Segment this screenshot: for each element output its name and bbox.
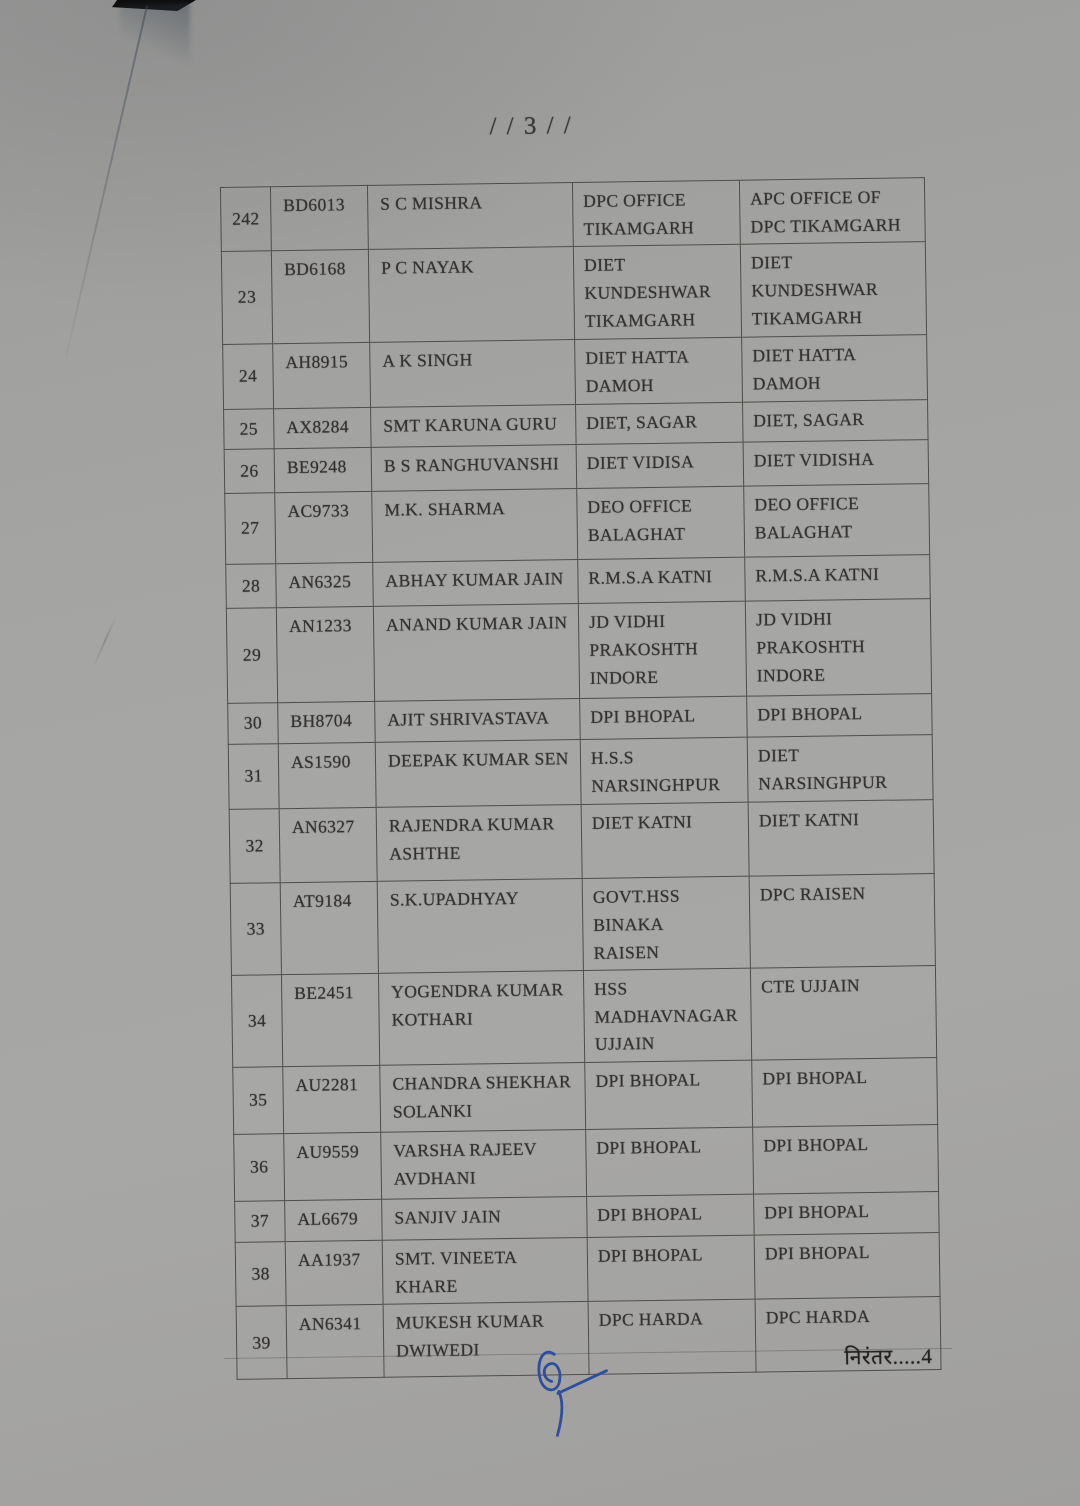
- table-row: [225, 484, 930, 565]
- employee-code-cell: BE2451: [281, 974, 379, 1067]
- table-row: [223, 335, 928, 410]
- posted-office-cell: DIET KUNDESHWAR TIKAMGARH: [740, 242, 926, 338]
- current-office-cell: HSS MADHAVNAGAR UJJAIN: [583, 968, 751, 1062]
- current-office-cell: DEO OFFICE BALAGHAT: [577, 486, 745, 559]
- employee-name-cell: RAJENDRA KUMAR ASHTHE: [376, 805, 582, 882]
- employee-name-cell: P C NAYAK: [368, 247, 574, 343]
- employee-name-cell: ABHAY KUMAR JAIN: [373, 560, 579, 607]
- current-office-cell: DPI BHOPAL: [580, 696, 748, 739]
- employee-code-cell: AC9733: [275, 492, 373, 564]
- employee-code-cell: AN6341: [286, 1305, 384, 1379]
- serial-number-cell: 33: [230, 883, 281, 976]
- employee-code-cell: BH8704: [278, 702, 376, 744]
- employee-code-cell: AT9184: [280, 882, 378, 975]
- posted-office-cell: JD VIDHI PRAKOSHTH INDORE: [745, 599, 931, 697]
- employee-name-cell: SMT. VINEETA KHARE: [382, 1238, 588, 1305]
- employee-code-cell: BD6168: [271, 250, 369, 344]
- employee-name-cell: S.K.UPADHYAY: [377, 879, 583, 974]
- serial-number-cell: 28: [226, 564, 277, 609]
- serial-number-cell: 38: [235, 1242, 286, 1307]
- table-row: [229, 800, 934, 884]
- table-row: [226, 599, 931, 704]
- current-office-cell: DIET KUNDESHWAR TIKAMGARH: [573, 244, 741, 339]
- posted-office-cell: DPC HARDA: [755, 1297, 941, 1373]
- employee-name-cell: A K SINGH: [370, 340, 576, 408]
- employee-name-cell: CHANDRA SHEKHAR SOLANKI: [380, 1063, 586, 1133]
- posted-office-cell: DIET VIDISHA: [743, 440, 929, 487]
- serial-number-cell: 27: [225, 493, 276, 565]
- transfer-table-body: [220, 178, 941, 1380]
- serial-number-cell: 31: [228, 744, 279, 810]
- posted-office-cell: DIET NARSINGHPUR: [747, 735, 933, 803]
- table-row: [230, 874, 935, 976]
- employee-code-cell: AU2281: [283, 1065, 381, 1133]
- employee-code-cell: AN6325: [276, 563, 374, 608]
- continuation-note: निरंतर.....4: [844, 1344, 933, 1370]
- posted-office-cell: DPI BHOPAL: [747, 694, 933, 738]
- employee-code-cell: BE9248: [274, 448, 372, 493]
- current-office-cell: DPI BHOPAL: [587, 1194, 755, 1237]
- employee-code-cell: AU9559: [284, 1132, 382, 1200]
- current-office-cell: DPI BHOPAL: [587, 1235, 755, 1302]
- serial-number-cell: 34: [231, 975, 282, 1068]
- serial-number-cell: 36: [234, 1134, 285, 1202]
- posted-office-cell: DPI BHOPAL: [753, 1125, 939, 1195]
- current-office-cell: DPI BHOPAL: [585, 1060, 753, 1129]
- serial-number-cell: 29: [226, 608, 277, 704]
- table-row: [233, 1058, 938, 1135]
- serial-number-cell: 23: [221, 251, 272, 345]
- serial-number-cell: 35: [233, 1067, 284, 1135]
- serial-number-cell: 24: [223, 344, 274, 410]
- posted-office-cell: DPI BHOPAL: [754, 1192, 940, 1236]
- employee-code-cell: AN1233: [276, 607, 374, 703]
- table-row: [221, 242, 926, 345]
- employee-name-cell: M.K. SHARMA: [372, 489, 578, 563]
- current-office-cell: DPC HARDA: [588, 1300, 756, 1375]
- current-office-cell: DPI BHOPAL: [586, 1127, 754, 1196]
- employee-name-cell: DEEPAK KUMAR SEN: [375, 740, 581, 808]
- transfer-table: [220, 177, 942, 1380]
- employee-name-cell: SMT KARUNA GURU: [371, 405, 577, 448]
- serial-number-cell: 26: [224, 449, 275, 494]
- posted-office-cell: DIET, SAGAR: [743, 400, 929, 443]
- current-office-cell: DIET, SAGAR: [576, 402, 744, 444]
- current-office-cell: DIET HATTA DAMOH: [575, 337, 743, 404]
- serial-number-cell: 37: [235, 1201, 286, 1243]
- employee-code-cell: AH8915: [273, 343, 371, 409]
- employee-code-cell: AS1590: [278, 743, 376, 809]
- table-row: [220, 178, 925, 252]
- current-office-cell: DPC OFFICE TIKAMGARH: [572, 180, 740, 247]
- posted-office-cell: DPI BHOPAL: [754, 1233, 940, 1300]
- employee-code-cell: AA1937: [285, 1240, 383, 1306]
- current-office-cell: DIET KATNI: [581, 802, 749, 878]
- serial-number-cell: 25: [224, 409, 275, 450]
- employee-code-cell: AN6327: [279, 808, 377, 883]
- posted-office-cell: DIET KATNI: [748, 800, 934, 877]
- employee-name-cell: SANJIV JAIN: [382, 1197, 588, 1241]
- page-number-marker: / / 3 / /: [489, 112, 573, 141]
- current-office-cell: JD VIDHI PRAKOSHTH INDORE: [578, 601, 746, 698]
- employee-name-cell: YOGENDRA KUMAR KOTHARI: [378, 971, 584, 1066]
- employee-name-cell: ANAND KUMAR JAIN: [373, 604, 579, 702]
- employee-name-cell: B S RANGHUVANSHI: [371, 445, 577, 492]
- current-office-cell: H.S.S NARSINGHPUR: [580, 737, 748, 804]
- employee-code-cell: AX8284: [274, 408, 372, 449]
- current-office-cell: DIET VIDISA: [576, 442, 744, 488]
- table-row: [234, 1125, 939, 1202]
- posted-office-cell: DEO OFFICE BALAGHAT: [744, 484, 930, 558]
- posted-office-cell: DPI BHOPAL: [752, 1058, 938, 1128]
- current-office-cell: R.M.S.A KATNI: [578, 557, 746, 603]
- table-row: [231, 966, 936, 1068]
- employee-code-cell: AL6679: [285, 1199, 383, 1241]
- posted-office-cell: CTE UJJAIN: [750, 966, 936, 1060]
- serial-number-cell: 242: [220, 187, 271, 252]
- serial-number-cell: 39: [236, 1306, 287, 1380]
- posted-office-cell: DIET HATTA DAMOH: [742, 335, 928, 403]
- signature-ink-icon: [530, 1339, 621, 1444]
- employee-name-cell: S C MISHRA: [367, 183, 573, 250]
- serial-number-cell: 32: [229, 809, 280, 884]
- posted-office-cell: DPC RAISEN: [749, 874, 935, 968]
- employee-name-cell: VARSHA RAJEEV AVDHANI: [381, 1130, 587, 1200]
- table-row: [228, 735, 933, 810]
- serial-number-cell: 30: [228, 703, 279, 745]
- employee-code-cell: BD6013: [270, 185, 368, 251]
- employee-name-cell: AJIT SHRIVASTAVA: [375, 699, 581, 743]
- employee-name-cell: MUKESH KUMAR DWIWEDI: [383, 1302, 589, 1378]
- posted-office-cell: R.M.S.A KATNI: [745, 555, 931, 602]
- current-office-cell: GOVT.HSS BINAKA RAISEN: [582, 876, 750, 970]
- table-row: [235, 1233, 940, 1307]
- posted-office-cell: APC OFFICE OF DPC TIKAMGARH: [739, 178, 925, 245]
